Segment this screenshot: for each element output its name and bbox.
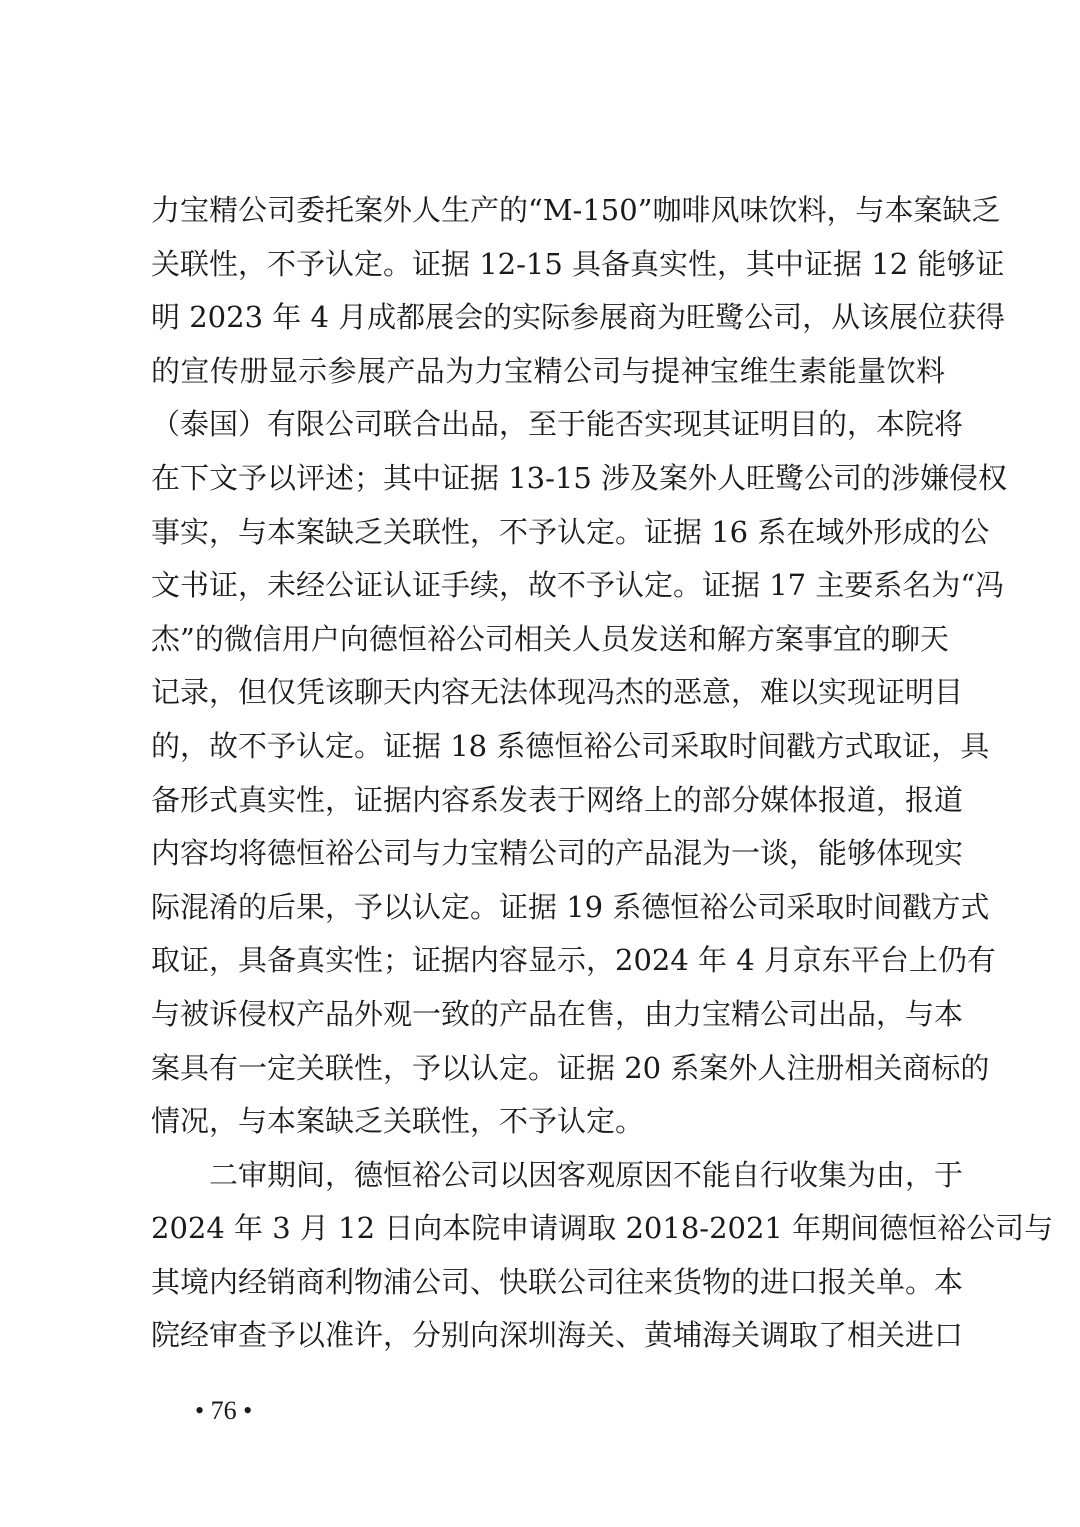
text-line: 的宣传册显示参展产品为力宝精公司与提神宝维生素能量饮料 (151, 353, 945, 388)
text-line: 在下文予以评述；其中证据 13-15 涉及案外人旺鹭公司的涉嫌侵权 (151, 460, 1008, 495)
text-line: 案具有一定关联性，予以认定。证据 20 系案外人注册相关商标的 (151, 1050, 990, 1085)
text-line: 其境内经销商利物浦公司、快联公司往来货物的进口报关单。本 (151, 1264, 964, 1299)
text-line: 二审期间，德恒裕公司以因客观原因不能自行收集为由，于 (209, 1157, 964, 1192)
paragraph-2 (151, 1149, 1054, 1363)
text-line: 内容均将德恒裕公司与力宝精公司的产品混为一谈，能够体现实 (151, 836, 964, 871)
text-line: 取证，具备真实性；证据内容显示，2024 年 4 月京东平台上仍有 (151, 943, 996, 978)
text-line: 记录，但仅凭该聊天内容无法体现冯杰的恶意，难以实现证明目 (151, 675, 964, 710)
text-line: 情况，与本案缺乏关联性，不予认定。 (151, 1104, 645, 1139)
text-line: 力宝精公司委托案外人生产的“M-150”咖啡风味饮料，与本案缺乏 (151, 193, 1001, 227)
text-line: 院经审查予以准许，分别向深圳海关、黄埔海关调取了相关进口 (151, 1318, 964, 1353)
text-line: 事实，与本案缺乏关联性，不予认定。证据 16 系在域外形成的公 (151, 514, 990, 549)
text-line: 关联性，不予认定。证据 12-15 具备真实性，其中证据 12 能够证 (151, 246, 1005, 281)
text-line: 杰”的微信用户向德恒裕公司相关人员发送和解方案事宜的聊天 (151, 621, 949, 656)
text-line: 2024 年 3 月 12 日向本院申请调取 2018-2021 年期间德恒裕公司与 (151, 1211, 1054, 1246)
paragraph-1 (151, 184, 1008, 1149)
text-line: （泰国）有限公司联合出品，至于能否实现其证明目的，本院将 (151, 407, 964, 442)
text-line: 的，故不予认定。证据 18 系德恒裕公司采取时间戳方式取证，具 (151, 728, 990, 763)
text-line: 与被诉侵权产品外观一致的产品在售，由力宝精公司出品，与本 (151, 996, 964, 1031)
page-number: • 76 • (195, 1396, 253, 1425)
document-body (151, 184, 1054, 1363)
text-line: 际混淆的后果，予以认定。证据 19 系德恒裕公司采取时间戳方式 (151, 889, 990, 924)
text-line: 文书证，未经公证认证手续，故不予认定。证据 17 主要系名为“冯 (151, 568, 1005, 603)
text-line: 备形式真实性，证据内容系发表于网络上的部分媒体报道，报道 (151, 782, 964, 817)
text-line: 明 2023 年 4 月成都展会的实际参展商为旺鹭公司，从该展位获得 (151, 300, 1006, 335)
